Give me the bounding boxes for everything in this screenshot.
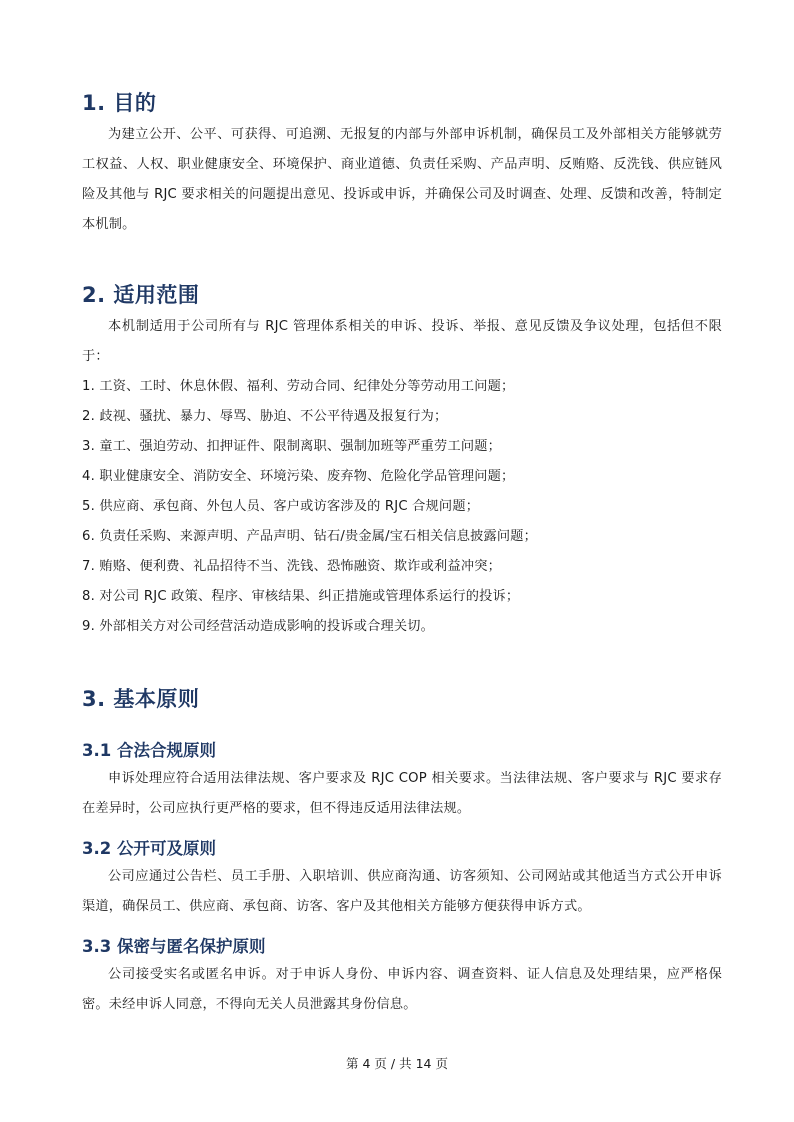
list-item: 3. 童工、强迫劳动、扣押证件、限制离职、强制加班等严重劳工问题； (82, 439, 501, 454)
section-1-paragraph: 为建立公开、公平、可获得、可追溯、无报复的内部与外部申诉机制，确保员工及外部相关方能够就劳工权益、人权、职业健康安全、环境保护、商业道德、负责任采购、产品声明、反贿赂、反洗钱、供应链风险及其他与 RJC 要求相关的问题提出意见、投诉或申诉，并确保公司及时调查、处理、反馈和改善，特制定本机制。 (82, 127, 722, 232)
subsection-3-2-paragraph: 公司应通过公告栏、员工手册、入职培训、供应商沟通、访客须知、公司网站或其他适当方式公开申诉渠道，确保员工、供应商、承包商、访客、客户及其他相关方能够方便获得申诉方式。 (82, 869, 722, 914)
page-number: 第 4 页 / 共 14 页 (346, 1056, 448, 1071)
subsection-3-3-title: 3.3 保密与匿名保护原则 (82, 937, 266, 956)
section-1-title: 1. 目的 (82, 91, 157, 115)
list-item: 5. 供应商、承包商、外包人员、客户或访客涉及的 RJC 合规问题； (82, 499, 480, 514)
subsection-3-2-title: 3.2 公开可及原则 (82, 839, 216, 858)
section-3-title: 3. 基本原则 (82, 687, 200, 711)
list-item: 2. 歧视、骚扰、暴力、辱骂、胁迫、不公平待遇及报复行为； (82, 409, 448, 424)
list-item: 9. 外部相关方对公司经营活动造成影响的投诉或合理关切。 (82, 619, 435, 634)
subsection-3-1-title: 3.1 合法合规原则 (82, 741, 216, 760)
list-item: 8. 对公司 RJC 政策、程序、审核结果、纠正措施或管理体系运行的投诉； (82, 589, 520, 604)
document-body (82, 88, 722, 1020)
scope-list (82, 372, 722, 642)
subsection-3-1-paragraph: 申诉处理应符合适用法律法规、客户要求及 RJC COP 相关要求。当法律法规、客户要求与 RJC 要求存在差异时，公司应执行更严格的要求，但不得违反适用法律法规。 (82, 771, 722, 816)
list-item: 4. 职业健康安全、消防安全、环境污染、废弃物、危险化学品管理问题； (82, 469, 515, 484)
section-2-paragraph: 本机制适用于公司所有与 RJC 管理体系相关的申诉、投诉、举报、意见反馈及争议处理，包括但不限于： (82, 319, 722, 364)
subsection-3-3-paragraph: 公司接受实名或匿名申诉。对于申诉人身份、申诉内容、调查资料、证人信息及处理结果，应严格保密。未经申诉人同意，不得向无关人员泄露其身份信息。 (82, 967, 722, 1012)
list-item: 7. 贿赂、便利费、礼品招待不当、洗钱、恐怖融资、欺诈或利益冲突； (82, 559, 501, 574)
section-2-title: 2. 适用范围 (82, 283, 200, 307)
list-item: 6. 负责任采购、来源声明、产品声明、钻石/贵金属/宝石相关信息披露问题； (82, 529, 538, 544)
list-item: 1. 工资、工时、休息休假、福利、劳动合同、纪律处分等劳动用工问题； (82, 379, 515, 394)
